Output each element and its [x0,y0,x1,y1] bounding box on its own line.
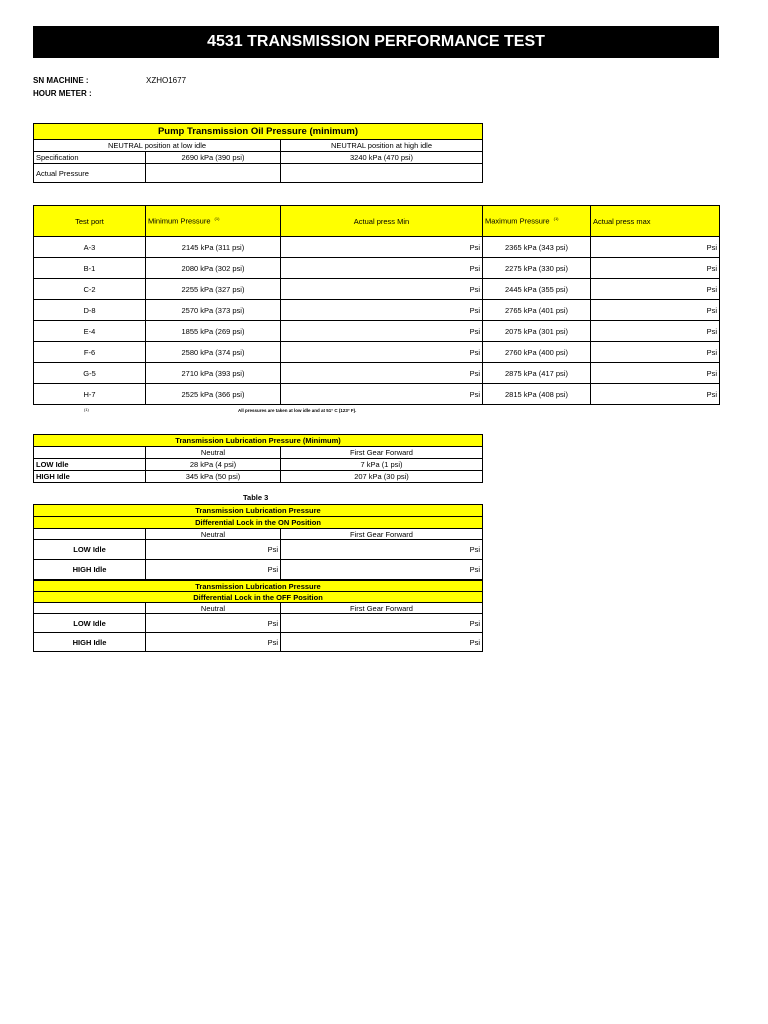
unit-label: Psi [469,368,480,378]
diff-on-corner [34,529,146,540]
diff-off-subtitle: Differential Lock in the OFF Position [34,592,483,603]
diff-lock-on-table [33,504,483,580]
max-pressure-value: 2815 kPa (408 psi) [483,384,591,405]
actual-max-cell[interactable] [591,342,720,363]
actual-min-cell[interactable] [281,258,483,279]
hour-meter-label: HOUR METER : [33,89,92,98]
col-neutral-high-idle: NEUTRAL position at high idle [281,140,483,152]
test-port-table [33,205,720,405]
actual-max-cell[interactable] [591,384,720,405]
unit-label: Psi [706,284,717,294]
actual-pressure-label: Actual Pressure [34,164,146,183]
max-pressure-value: 2445 kPa (355 psi) [483,279,591,300]
lube-row-first-gear: 207 kPa (30 psi) [281,471,483,483]
unit-label: Psi [469,326,480,336]
max-pressure-value: 2365 kPa (343 psi) [483,237,591,258]
test-port-row [34,300,720,321]
diff-on-low-neutral-cell[interactable]: Psi [146,540,281,560]
header-actual-min: Actual press Min [281,206,483,237]
test-port-id: C-2 [34,279,146,300]
diff-on-subtitle: Differential Lock in the ON Position [34,517,483,529]
lube-table-title: Transmission Lubrication Pressure (Minimum) [34,435,483,447]
lube-pressure-table [33,434,483,483]
test-port-id: A-3 [34,237,146,258]
test-port-id: E-4 [34,321,146,342]
test-port-row [34,237,720,258]
diff-off-col-neutral: Neutral [146,603,281,614]
test-port-id: H-7 [34,384,146,405]
max-pressure-value: 2760 kPa (400 psi) [483,342,591,363]
diff-off-row-label: HIGH Idle [34,633,146,652]
actual-min-cell[interactable] [281,321,483,342]
diff-off-corner [34,603,146,614]
test-port-id: F-6 [34,342,146,363]
min-pressure-value: 2080 kPa (302 psi) [146,258,281,279]
diff-on-col-first-gear: First Gear Forward [281,529,483,540]
spec-label: Specification [34,152,146,164]
unit-label: Psi [706,305,717,315]
unit-label: Psi [469,305,480,315]
lube-col-neutral: Neutral [146,447,281,459]
unit-label: Psi [469,347,480,357]
actual-min-cell[interactable] [281,279,483,300]
max-pressure-value: 2275 kPa (330 psi) [483,258,591,279]
actual-max-cell[interactable] [591,363,720,384]
test-port-id: G-5 [34,363,146,384]
test-port-row [34,363,720,384]
spec-low-idle: 2690 kPa (390 psi) [146,152,281,164]
test-port-row [34,279,720,300]
footnote-mark: (1) [84,407,89,412]
lube-row-label: HIGH Idle [34,471,146,483]
actual-high-idle-cell[interactable] [281,164,483,183]
col-neutral-low-idle: NEUTRAL position at low idle [34,140,281,152]
lube-corner [34,447,146,459]
footnote-text: All pressures are taken at low idle and at 51° C (123° F). [238,408,357,413]
min-pressure-value: 2145 kPa (311 psi) [146,237,281,258]
diff-on-high-first-cell[interactable]: Psi [281,560,483,580]
actual-max-cell[interactable] [591,258,720,279]
min-pressure-value: 2710 kPa (393 psi) [146,363,281,384]
test-port-header-row [34,206,720,237]
table3-caption: Table 3 [243,493,269,502]
unit-label: Psi [706,347,717,357]
unit-label: Psi [706,389,717,399]
test-port-row [34,258,720,279]
sn-machine-value: XZHO1677 [146,76,187,85]
test-port-row [34,384,720,405]
diff-off-low-first-cell[interactable]: Psi [281,614,483,633]
test-port-row [34,342,720,363]
actual-max-cell[interactable] [591,279,720,300]
diff-off-low-neutral-cell[interactable]: Psi [146,614,281,633]
diff-off-high-first-cell[interactable]: Psi [281,633,483,652]
diff-on-title: Transmission Lubrication Pressure [34,505,483,517]
test-port-id: B-1 [34,258,146,279]
pump-pressure-table [33,123,483,183]
max-pressure-value: 2875 kPa (417 psi) [483,363,591,384]
actual-max-cell[interactable] [591,300,720,321]
spec-high-idle: 3240 kPa (470 psi) [281,152,483,164]
unit-label: Psi [469,284,480,294]
min-pressure-value: 1855 kPa (269 psi) [146,321,281,342]
lube-row-neutral: 28 kPa (4 psi) [146,459,281,471]
header-max-pressure: Maximum Pressure $^{(1)}$ [483,206,591,237]
diff-off-row-label: LOW Idle [34,614,146,633]
diff-off-high-neutral-cell[interactable]: Psi [146,633,281,652]
lube-row-label: LOW Idle [34,459,146,471]
lube-row-neutral: 345 kPa (50 psi) [146,471,281,483]
diff-on-row-label: HIGH Idle [34,560,146,580]
actual-low-idle-cell[interactable] [146,164,281,183]
max-pressure-value: 2075 kPa (301 psi) [483,321,591,342]
unit-label: Psi [706,242,717,252]
lube-row [34,471,483,483]
max-pressure-value: 2765 kPa (401 psi) [483,300,591,321]
unit-label: Psi [469,263,480,273]
diff-on-high-neutral-cell[interactable]: Psi [146,560,281,580]
test-port-row [34,321,720,342]
diff-on-col-neutral: Neutral [146,529,281,540]
sn-machine-label: SN MACHINE : [33,76,89,85]
actual-min-cell[interactable] [281,300,483,321]
pump-table-title: Pump Transmission Oil Pressure (minimum) [34,124,483,140]
unit-label: Psi [469,242,480,252]
header-min-pressure: Minimum Pressure $^{(1)}$ [146,206,281,237]
diff-on-row-label: LOW Idle [34,540,146,560]
lube-col-first-gear: First Gear Forward [281,447,483,459]
diff-off-title: Transmission Lubrication Pressure [34,581,483,592]
header-actual-max: Actual press max [591,206,720,237]
lube-row [34,459,483,471]
actual-min-cell[interactable] [281,363,483,384]
actual-min-cell[interactable] [281,237,483,258]
diff-on-low-first-cell[interactable]: Psi [281,540,483,560]
unit-label: Psi [706,326,717,336]
lube-row-first-gear: 7 kPa (1 psi) [281,459,483,471]
header-test-port: Test port [34,206,146,237]
min-pressure-value: 2570 kPa (373 psi) [146,300,281,321]
diff-off-col-first-gear: First Gear Forward [281,603,483,614]
actual-min-cell[interactable] [281,342,483,363]
test-port-id: D-8 [34,300,146,321]
actual-max-cell[interactable] [591,237,720,258]
actual-min-cell[interactable] [281,384,483,405]
unit-label: Psi [706,263,717,273]
page-title: 4531 TRANSMISSION PERFORMANCE TEST [33,26,719,58]
diff-lock-off-table [33,580,483,652]
unit-label: Psi [706,368,717,378]
actual-max-cell[interactable] [591,321,720,342]
min-pressure-value: 2580 kPa (374 psi) [146,342,281,363]
min-pressure-value: 2525 kPa (366 psi) [146,384,281,405]
unit-label: Psi [469,389,480,399]
min-pressure-value: 2255 kPa (327 psi) [146,279,281,300]
